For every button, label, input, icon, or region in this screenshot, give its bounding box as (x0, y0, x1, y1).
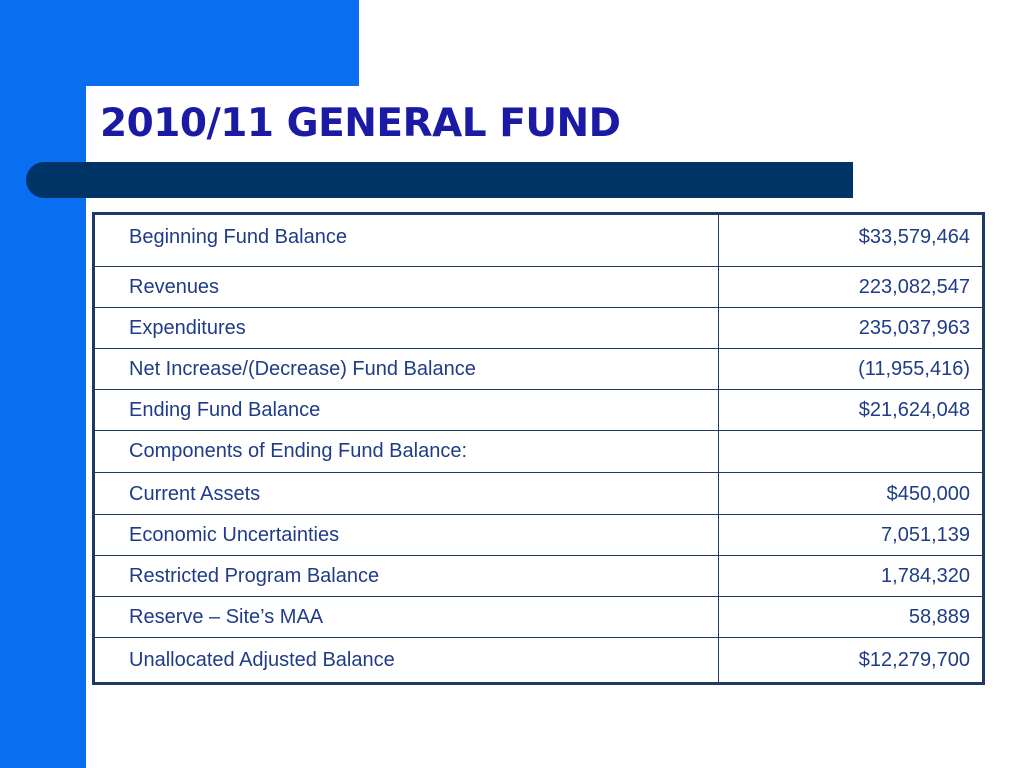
row-label: Net Increase/(Decrease) Fund Balance (95, 348, 718, 389)
row-label: Expenditures (95, 307, 718, 348)
table-row (95, 638, 982, 682)
table-row (95, 215, 982, 266)
fund-table (92, 212, 985, 685)
row-label: Reserve – Site’s MAA (95, 597, 718, 638)
title-underline-bar (26, 162, 853, 198)
table-row (95, 556, 982, 597)
table-row (95, 348, 982, 389)
left-accent-bar (0, 0, 86, 768)
row-label: Revenues (95, 266, 718, 307)
row-value: $33,579,464 (718, 215, 982, 266)
row-value: 1,784,320 (718, 556, 982, 597)
row-label: Restricted Program Balance (95, 556, 718, 597)
table-row (95, 473, 982, 515)
row-label: Beginning Fund Balance (95, 215, 718, 266)
fund-table-grid (95, 215, 982, 682)
row-label: Current Assets (95, 473, 718, 515)
row-value: $450,000 (718, 473, 982, 515)
row-value: $21,624,048 (718, 389, 982, 430)
table-row (95, 515, 982, 556)
row-label: Economic Uncertainties (95, 515, 718, 556)
row-value: 235,037,963 (718, 307, 982, 348)
table-row (95, 597, 982, 638)
row-value (718, 430, 982, 472)
table-row (95, 430, 982, 472)
table-row (95, 307, 982, 348)
row-label: Unallocated Adjusted Balance (95, 638, 718, 682)
row-label: Ending Fund Balance (95, 389, 718, 430)
row-value: 7,051,139 (718, 515, 982, 556)
row-value: $12,279,700 (718, 638, 982, 682)
row-value: 223,082,547 (718, 266, 982, 307)
table-row (95, 389, 982, 430)
table-row (95, 266, 982, 307)
top-accent-block (86, 0, 359, 86)
slide-title: 2010/11 GENERAL FUND (100, 101, 621, 146)
row-label: Components of Ending Fund Balance: (95, 430, 718, 472)
row-value: (11,955,416) (718, 348, 982, 389)
row-value: 58,889 (718, 597, 982, 638)
